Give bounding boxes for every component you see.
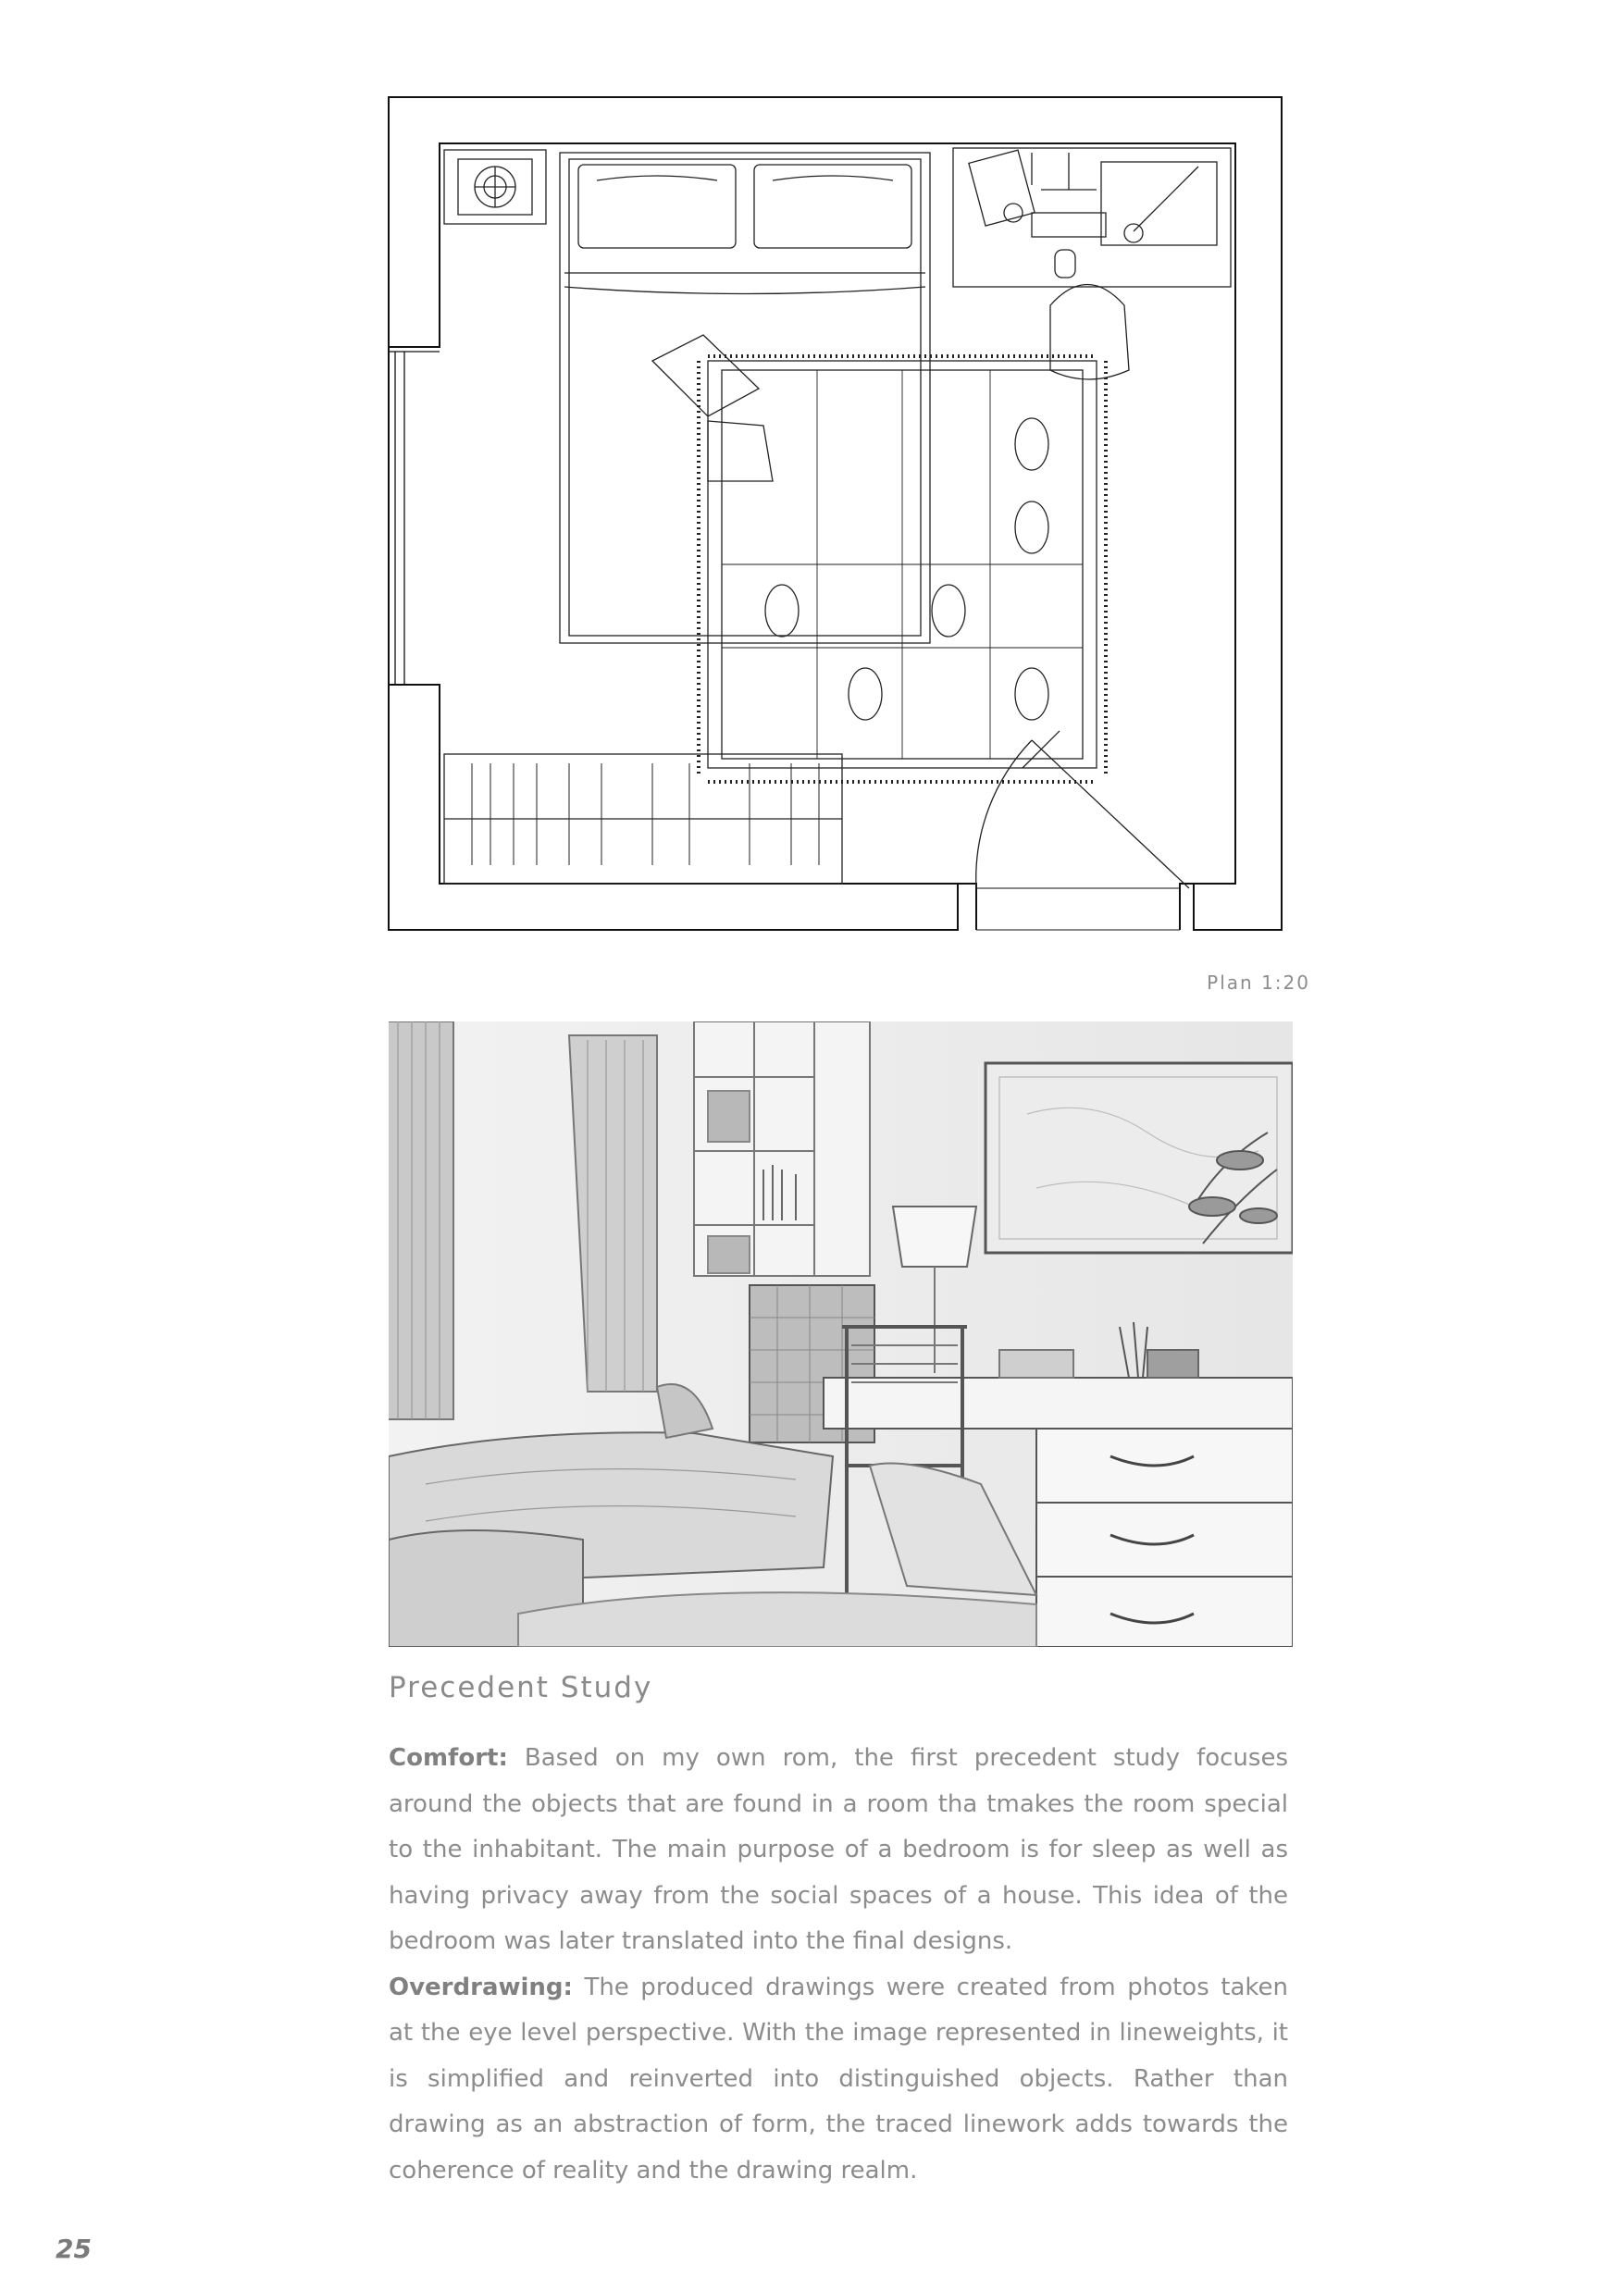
floor-plan-drawing	[384, 93, 1309, 948]
paragraph-text: The produced drawings were created from photos taken at the eye level perspective. With the image represented in lineweights, it is simplified and reinverted into distinguished objects. Rather than drawing as an abstraction of form, the traced linework adds towards the coherence of reality and the drawing realm.	[389, 1973, 1288, 2185]
plan-caption: Plan 1:20	[1207, 972, 1310, 994]
paragraph-label: Comfort:	[389, 1744, 508, 1772]
paragraph-comfort	[389, 1736, 1288, 1965]
paragraph-label: Overdrawing:	[389, 1973, 573, 2001]
paragraph-text: Based on my own rom, the first precedent study focuses around the objects that are found in a room tha tmakes the room special to the inhabitant. The main purpose of a bedroom is for sleep as well as having privacy away from the social spaces of a house. This idea of the bedroom was later translated into the final designs.	[389, 1744, 1288, 1955]
page-number: 25	[56, 2234, 92, 2264]
paragraph-overdrawing	[389, 1965, 1288, 2195]
bedroom-sketch-image	[389, 1021, 1293, 1647]
body-text	[389, 1736, 1288, 2194]
section-heading: Precedent Study	[389, 1671, 653, 1704]
